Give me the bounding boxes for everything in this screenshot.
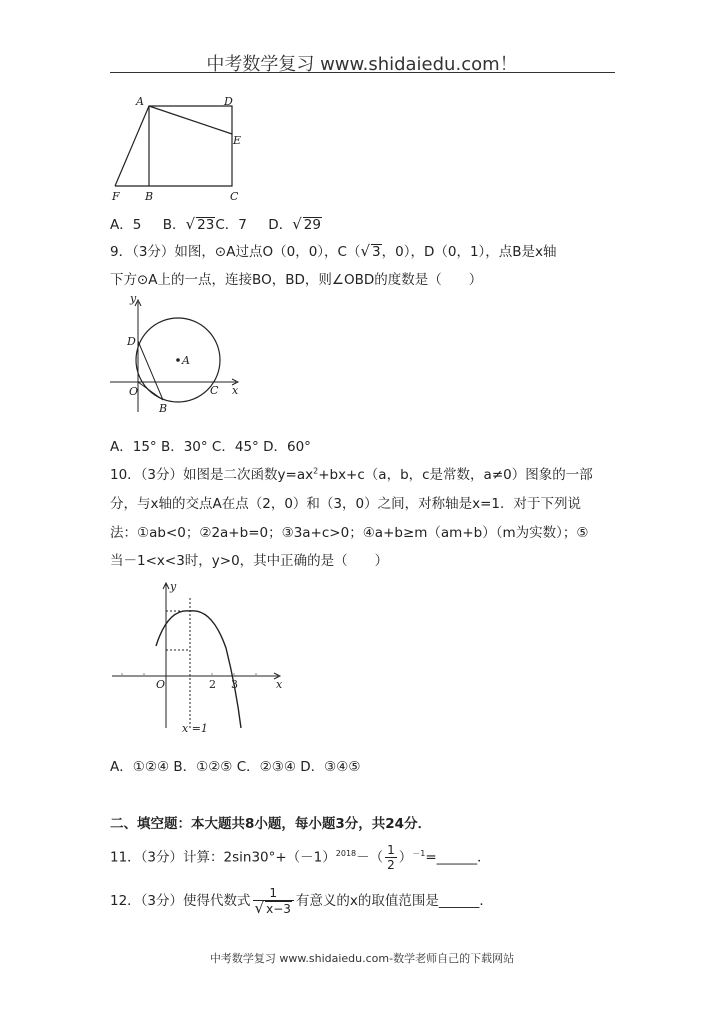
q12-fraction-den: x−3 xyxy=(266,902,291,916)
q10-line-4: 当－1<x<3时，y>0，其中正确的是（ ） xyxy=(110,553,389,569)
q11-blank: =______． xyxy=(425,849,491,866)
radical-sign-icon: √ xyxy=(292,215,302,233)
q9-radicand: 3 xyxy=(372,244,381,260)
q11-part-b: －（ xyxy=(356,849,384,866)
q12-part-b: 有意义的x的取值范围是______． xyxy=(295,893,493,909)
figure-q10 xyxy=(108,578,288,738)
q11-part-a: 11．（3分）计算：2sin30°+（－1） xyxy=(110,849,336,866)
q8-option-d-prefix: D． xyxy=(268,217,293,233)
fig9-label-b: B xyxy=(159,402,168,415)
fig8-outline xyxy=(115,106,232,186)
q10-line-3: 法：①ab<0；②2a+b=0；③3a+c>0；④a+b≥m（am+b）（m为实数）；⑤ xyxy=(110,525,589,541)
fig9-label-a: A xyxy=(182,354,190,367)
q8-option-d-radicand: 29 xyxy=(303,217,321,233)
fig8-segment-ae xyxy=(149,106,232,134)
fig8-label-a: A xyxy=(136,95,144,108)
q10-line-1 xyxy=(110,466,593,484)
fig8-label-c: C xyxy=(230,190,239,203)
q10-line-1-b: +bx+c（a，b，c是常数，a≠0）图象的一部 xyxy=(318,467,593,483)
q8-option-b-radicand: 23 xyxy=(197,217,215,233)
fig9-label-x: x xyxy=(232,384,239,397)
q12-part-a: 12．（3分）使得代数式 xyxy=(110,893,251,909)
q11-fraction xyxy=(385,843,397,872)
figure-q9 xyxy=(108,292,248,417)
q10-exponent: 2 xyxy=(313,466,319,476)
page-header-title: 中考数学复习 www.shidaiedu.com！ xyxy=(206,54,518,75)
fig10-parabola xyxy=(156,611,241,728)
q11-exponent-2: －1 xyxy=(412,849,426,858)
fig9-label-o: O xyxy=(129,385,139,398)
fig10-label-y: y xyxy=(170,580,177,593)
fig8-label-d: D xyxy=(224,95,233,108)
fig10-label-3: 3 xyxy=(231,678,238,691)
q9-line-1 xyxy=(110,242,557,261)
q9-line-1-b: ，0），D（0，1），点B是x轴 xyxy=(381,244,557,260)
q8-option-a: A．5 xyxy=(110,217,142,233)
q8-option-c: C．7 xyxy=(215,217,247,233)
q12-fraction xyxy=(253,886,294,916)
fig10-label-x: x xyxy=(276,678,283,691)
fig9-label-c: C xyxy=(210,384,219,397)
radical-sign-icon: √ xyxy=(360,242,371,260)
fig9-label-d: D xyxy=(127,335,136,348)
fig10-label-2: 2 xyxy=(209,678,216,691)
fig9-center-point xyxy=(176,358,180,362)
radical-sign-icon: √ xyxy=(185,215,196,233)
fig10-label-axis: x =1 xyxy=(182,722,208,735)
q11-fraction-num: 1 xyxy=(387,843,395,857)
figure-q8 xyxy=(100,92,260,207)
q11-line xyxy=(110,843,491,872)
q10-line-1-a: 10．（3分）如图是二次函数y=ax xyxy=(110,467,314,483)
q10-line-2: 分，与x轴的交点A在点（2，0）和（3，0）之间，对称轴是x=1．对于下列说 xyxy=(110,496,581,512)
q8-options xyxy=(110,215,322,234)
q9-options: A．15° B．30° C．45° D．60° xyxy=(110,439,311,455)
fig8-label-e: E xyxy=(233,134,242,147)
fig8-label-f: F xyxy=(112,190,120,203)
section-2-title: 二、填空题：本大题共8小题，每小题3分，共24分． xyxy=(110,816,432,832)
fig9-label-y: y xyxy=(130,292,137,305)
q12-fraction-den-wrap xyxy=(253,901,294,916)
fig8-label-b: B xyxy=(145,190,154,203)
q11-exponent: 2018 xyxy=(335,849,357,858)
header-divider xyxy=(110,72,615,73)
q12-line xyxy=(110,886,493,916)
q11-fraction-den: 2 xyxy=(387,858,395,872)
page-footer: 中考数学复习 www.shidaiedu.com-数学老师自己的下载网站 xyxy=(209,952,515,965)
q11-part-c: ） xyxy=(398,849,413,866)
q12-fraction-num: 1 xyxy=(253,886,294,901)
radical-sign-icon: √ xyxy=(254,899,265,917)
q10-options: A．①②④ B．①②⑤ C．②③④ D．③④⑤ xyxy=(110,759,361,775)
q8-option-b-prefix: B． xyxy=(162,217,186,233)
q9-line-2: 下方⊙A上的一点，连接BO，BD，则∠OBD的度数是（ ） xyxy=(110,272,483,288)
fig10-label-o: O xyxy=(156,678,166,691)
q9-line-1-a: 9．（3分）如图，⊙A过点O（0，0），C（ xyxy=(110,244,361,260)
